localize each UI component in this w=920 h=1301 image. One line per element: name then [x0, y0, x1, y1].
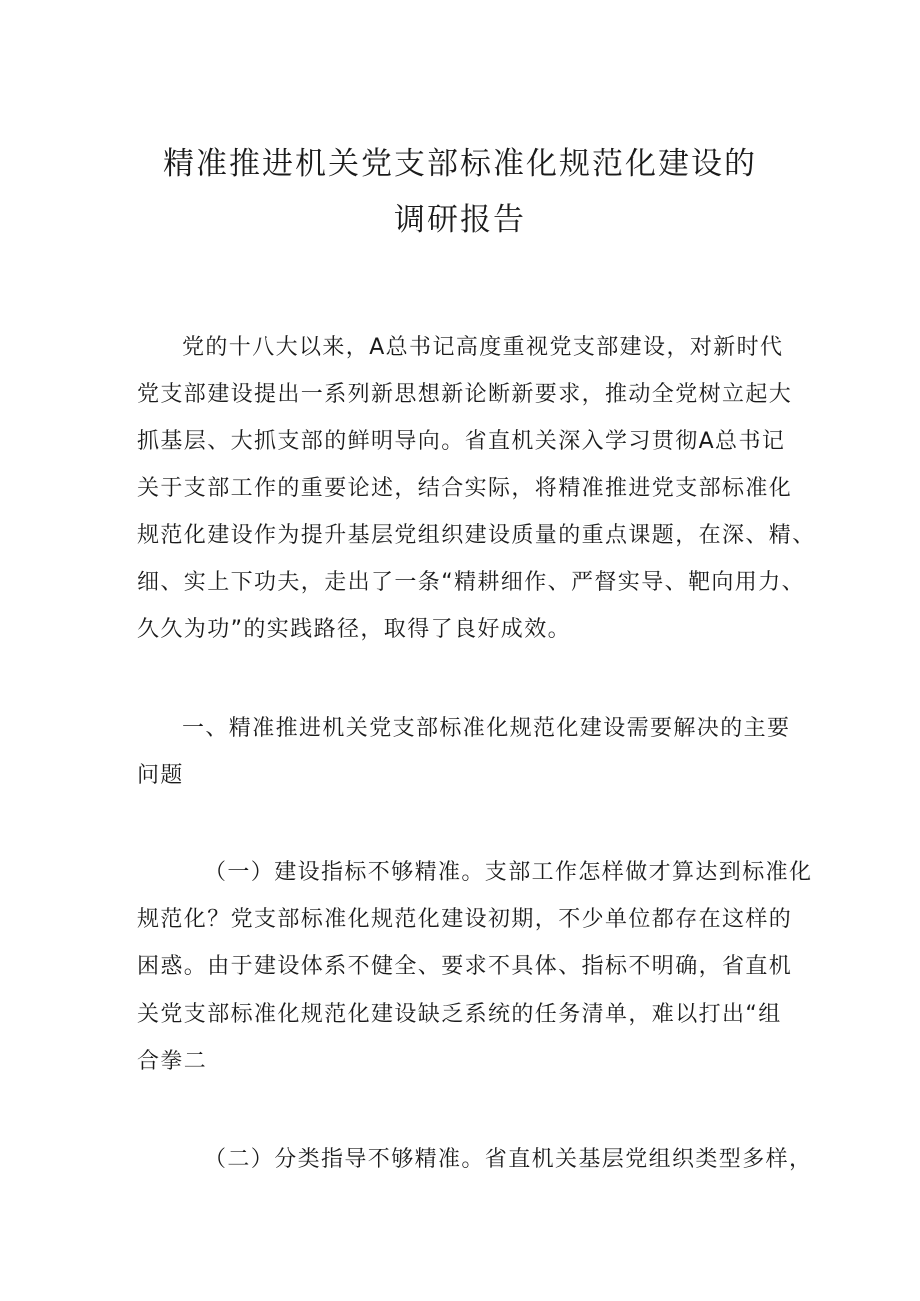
paragraph-line: 细、实上下功夫，走出了一条“精耕细作、严督实导、靶向用力、 — [137, 570, 805, 595]
paragraph-line: 党的十八大以来，A总书记高度重视党支部建设，对新时代 — [182, 335, 784, 360]
paragraph-line: 党支部建设提出一系列新思想新论断新要求，推动全党树立起大 — [137, 382, 793, 407]
heading-line: 问题 — [137, 763, 184, 788]
paragraph-line: （一）建设指标不够精准。支部工作怎样做才算达到标准化 — [204, 860, 813, 885]
paragraph-line: 困惑。由于建设体系不健全、要求不具体、指标不明确，省直机 — [137, 954, 793, 979]
paragraph-line: 规范化？党支部标准化规范化建设初期，不少单位都存在这样的 — [137, 907, 793, 932]
heading-line: 一、精准推进机关党支部标准化规范化建设需要解决的主要 — [182, 716, 791, 741]
document-title-line-2: 调研报告 — [394, 202, 526, 238]
paragraph-line: 关于支部工作的重要论述，结合实际，将精准推进党支部标准化 — [137, 476, 793, 501]
paragraph-line: 久久为功”的实践路径，取得了良好成效。 — [137, 617, 571, 642]
document-title-line-1: 精准推进机关党支部标准化规范化建设的 — [163, 146, 757, 182]
paragraph-line: 规范化建设作为提升基层党组织建设质量的重点课题，在深、精、 — [137, 523, 816, 548]
paragraph-line: 抓基层、大抓支部的鲜明导向。省直机关深入学习贯彻A总书记 — [137, 429, 786, 454]
paragraph-line: 合拳二 — [137, 1049, 208, 1074]
paragraph-line: 关党支部标准化规范化建设缺乏系统的任务清单，难以打出“组 — [137, 1002, 782, 1027]
paragraph-line: （二）分类指导不够精准。省直机关基层党组织类型多样， — [204, 1147, 813, 1172]
